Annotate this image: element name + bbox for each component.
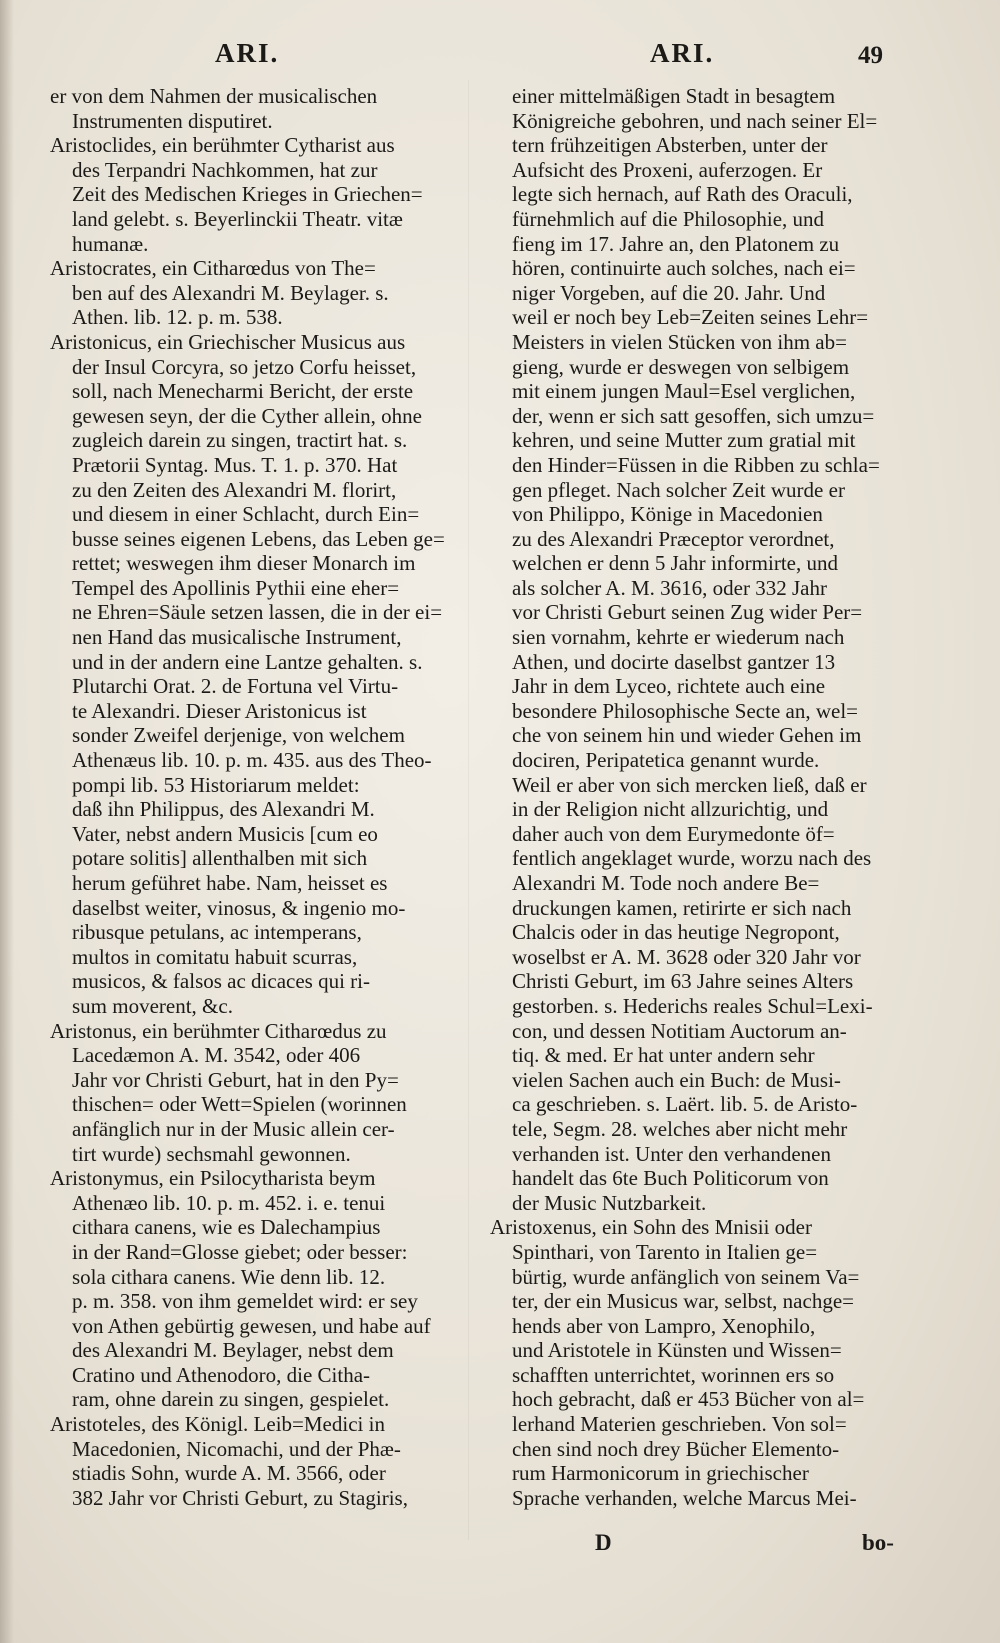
text-line: Athenæo lib. 10. p. m. 452. i. e. tenui bbox=[72, 1190, 386, 1215]
text-line: Jahr vor Christi Geburt, hat in den Py= bbox=[72, 1067, 399, 1092]
text-line: bürtig, wurde anfänglich von seinem Va= bbox=[512, 1264, 860, 1289]
page-number: 49 bbox=[858, 42, 883, 69]
text-line: multos in comitatu habuit scurras, bbox=[72, 944, 358, 969]
text-line: und Aristotele in Künsten und Wissen= bbox=[512, 1338, 842, 1363]
signature-mark: D bbox=[595, 1530, 612, 1555]
text-line: kehren, und seine Mutter zum gratial mit bbox=[512, 428, 856, 453]
text-line: Vater, nebst andern Musicis [cum eo bbox=[72, 821, 378, 846]
text-line: potare solitis] allenthalben mit sich bbox=[72, 846, 368, 871]
text-line: busse seines eigenen Lebens, das Leben ge= bbox=[72, 526, 445, 551]
text-line: ne Ehren=Säule setzen lassen, die in der ei= bbox=[72, 600, 443, 625]
text-line: fürnehmlich auf die Philosophie, und bbox=[512, 206, 825, 231]
text-line: Aristonymus, ein Psilocytharista beym bbox=[50, 1166, 376, 1191]
text-line: zugleich darein zu singen, tractirt hat. s. bbox=[72, 428, 408, 453]
text-line: zu des Alexandri Præceptor verordnet, bbox=[512, 526, 835, 551]
text-line: verhanden ist. Unter den verhandenen bbox=[512, 1141, 831, 1166]
text-line: sien vornahm, kehrte er wiederum nach bbox=[512, 625, 845, 650]
text-line: Zeit des Medischen Krieges in Griechen= bbox=[72, 182, 423, 207]
text-line: lerhand Materien geschrieben. Von sol= bbox=[512, 1412, 847, 1437]
text-line: Jahr in dem Lyceo, richtete auch eine bbox=[512, 674, 826, 699]
text-line: vielen Sachen auch ein Buch: de Musi- bbox=[512, 1067, 841, 1092]
text-line: niger Vorgeben, auf die 20. Jahr. Und bbox=[512, 280, 826, 305]
text-line: zu den Zeiten des Alexandri M. florirt, bbox=[72, 477, 397, 502]
text-line: Chalcis oder in das heutige Negropont, bbox=[512, 920, 840, 945]
text-line: druckungen kamen, retirirte er sich nach bbox=[512, 895, 852, 920]
text-line: ribusque petulans, ac intemperans, bbox=[72, 920, 362, 945]
text-line: 382 Jahr vor Christi Geburt, zu Stagiris, bbox=[72, 1485, 408, 1510]
catchword: bo- bbox=[862, 1530, 894, 1555]
text-line: p. m. 358. von ihm gemeldet wird: er sey bbox=[72, 1289, 418, 1314]
text-line: er von dem Nahmen der musicalischen bbox=[50, 84, 378, 108]
text-line: rum Harmonicorum in griechischer bbox=[512, 1461, 809, 1486]
text-line: gestorben. s. Hederichs reales Schul=Lexi- bbox=[512, 993, 873, 1018]
text-line: Aristonicus, ein Griechischer Musicus aus bbox=[50, 329, 406, 354]
text-line: den Hinder=Füssen in die Ribben zu schla= bbox=[512, 452, 880, 477]
text-line: Cratino und Athenodoro, die Citha- bbox=[72, 1362, 371, 1387]
text-line: Aristoteles, des Königl. Leib=Medici in bbox=[50, 1412, 385, 1437]
text-line: daher auch von dem Eurymedonte öf= bbox=[512, 821, 835, 846]
text-line: gen pfleget. Nach solcher Zeit wurde er bbox=[512, 477, 845, 502]
text-line: hören, continuirte auch solches, nach ei= bbox=[512, 256, 856, 281]
text-line: land gelebt. s. Beyerlinckii Theatr. vitæ bbox=[72, 206, 403, 231]
text-line: Tempel des Apollinis Pythii eine eher= bbox=[72, 575, 400, 600]
text-line: von Athen gebürtig gewesen, und habe auf bbox=[72, 1313, 431, 1338]
text-line: Instrumenten disputiret. bbox=[72, 108, 273, 133]
text-line: rettet; weswegen ihm dieser Monarch im bbox=[72, 551, 416, 576]
text-line: chen sind noch drey Bücher Elemento- bbox=[512, 1436, 840, 1461]
text-line: Meisters in vielen Stücken von ihm ab= bbox=[512, 329, 847, 354]
text-line: des Terpandri Nachkommen, hat zur bbox=[72, 157, 378, 182]
text-line: che von seinem hin und wieder Gehen im bbox=[512, 723, 862, 748]
text-line: vor Christi Geburt seinen Zug wider Per= bbox=[512, 600, 863, 625]
text-line: und diesem in einer Schlacht, durch Ein= bbox=[72, 502, 420, 527]
text-line: gewesen seyn, der die Cyther allein, ohne bbox=[72, 403, 422, 428]
text-line: te Alexandri. Dieser Aristonicus ist bbox=[72, 698, 367, 723]
text-line: fieng im 17. Jahre an, den Platonem zu bbox=[512, 231, 840, 256]
column-gutter bbox=[468, 80, 469, 1540]
text-line: humanæ. bbox=[72, 231, 149, 256]
text-line: hends aber von Lampro, Xenophilo, bbox=[512, 1313, 816, 1338]
text-line: der Music Nutzbarkeit. bbox=[512, 1190, 707, 1215]
text-line: daselbst weiter, vinosus, & ingenio mo- bbox=[72, 895, 406, 920]
text-line: daß ihn Philippus, des Alexandri M. bbox=[72, 797, 375, 822]
text-line: Sprache verhanden, welche Marcus Mei- bbox=[512, 1485, 857, 1510]
text-line: sola cithara canens. Wie denn lib. 12. bbox=[72, 1264, 386, 1289]
text-line: der, wenn er sich satt gesoffen, sich umzu= bbox=[512, 403, 875, 428]
text-line: sum moverent, &c. bbox=[72, 993, 233, 1018]
text-line: Aristocrates, ein Citharœdus von The= bbox=[50, 256, 376, 281]
text-line: Lacedæmon A. M. 3542, oder 406 bbox=[72, 1043, 361, 1068]
text-line: von Philippo, Könige in Macedonien bbox=[512, 502, 823, 527]
text-line: woselbst er A. M. 3628 oder 320 Jahr vor bbox=[512, 944, 861, 969]
text-line: weil er noch bey Leb=Zeiten seines Lehr= bbox=[512, 305, 869, 330]
text-line: Aufsicht des Proxeni, auferzogen. Er bbox=[512, 157, 823, 182]
left-column bbox=[50, 84, 460, 1510]
text-line: Plutarchi Orat. 2. de Fortuna vel Virtu- bbox=[72, 674, 399, 699]
text-line: dociren, Peripatetica genannt wurde. bbox=[512, 748, 820, 773]
text-line: ca geschrieben. s. Laërt. lib. 5. de Aristo- bbox=[512, 1092, 858, 1117]
text-line: in der Religion nicht allzurichtig, und bbox=[512, 797, 829, 822]
text-line: herum geführet habe. Nam, heisset es bbox=[72, 871, 388, 895]
right-column bbox=[490, 84, 910, 1510]
text-line: als solcher A. M. 3616, oder 332 Jahr bbox=[512, 575, 827, 600]
text-line: Aristoxenus, ein Sohn des Mnisii oder bbox=[490, 1215, 812, 1240]
text-line: tiq. & med. Er hat unter andern sehr bbox=[512, 1043, 815, 1068]
header-left: ARI. bbox=[215, 38, 280, 68]
text-line: Aristoclides, ein berühmter Cytharist aus bbox=[50, 133, 395, 158]
text-line: welchen er denn 5 Jahr informirte, und bbox=[512, 551, 838, 576]
text-line: einer mittelmäßigen Stadt in besagtem bbox=[512, 84, 836, 108]
text-line: des Alexandri M. Beylager, nebst dem bbox=[72, 1338, 394, 1363]
text-line: gieng, wurde er deswegen von selbigem bbox=[512, 354, 850, 379]
text-line: tele, Segm. 28. welches aber nicht mehr bbox=[512, 1116, 848, 1141]
text-line: tern frühzeitigen Absterben, unter der bbox=[512, 133, 828, 158]
text-line: anfänglich nur in der Music allein cer- bbox=[72, 1116, 395, 1141]
text-line: Prætorii Syntag. Mus. T. 1. p. 370. Hat bbox=[72, 452, 398, 477]
text-line: legte sich hernach, auf Rath des Oraculi, bbox=[512, 182, 853, 207]
text-line: Weil er aber von sich mercken ließ, daß er bbox=[512, 772, 867, 797]
text-line: pompi lib. 53 Historiarum meldet: bbox=[72, 772, 360, 797]
page-footer bbox=[0, 1530, 1000, 1560]
text-line: tirt wurde) sechsmahl gewonnen. bbox=[72, 1141, 351, 1166]
text-line: Spinthari, von Tarento in Italien ge= bbox=[512, 1239, 818, 1264]
text-line: Königreiche gebohren, und nach seiner El= bbox=[512, 108, 878, 133]
text-line: mit einem jungen Maul=Esel verglichen, bbox=[512, 379, 856, 404]
text-line: in der Rand=Glosse giebet; oder besser: bbox=[72, 1239, 408, 1264]
text-line: Alexandri M. Tode noch andere Be= bbox=[512, 871, 820, 895]
text-line: stiadis Sohn, wurde A. M. 3566, oder bbox=[72, 1461, 386, 1486]
text-line: besondere Philosophische Secte an, wel= bbox=[512, 698, 859, 723]
text-line: hoch gebracht, daß er 453 Bücher von al= bbox=[512, 1387, 865, 1412]
text-line: sonder Zweifel derjenige, von welchem bbox=[72, 723, 405, 748]
text-line: Athen, und docirte daselbst gantzer 13 bbox=[512, 649, 836, 674]
text-line: der Insul Corcyra, so jetzo Corfu heisset, bbox=[72, 354, 417, 379]
text-line: nen Hand das musicalische Instrument, bbox=[72, 625, 402, 650]
text-line: soll, nach Menecharmi Bericht, der erste bbox=[72, 379, 414, 404]
text-line: ram, ohne darein zu singen, gespielet. bbox=[72, 1387, 390, 1412]
text-line: Aristonus, ein berühmter Citharœdus zu bbox=[50, 1018, 387, 1043]
text-line: ter, der ein Musicus war, selbst, nachge= bbox=[512, 1289, 854, 1314]
running-header bbox=[0, 38, 1000, 84]
text-line: handelt das 6te Buch Politicorum von bbox=[512, 1166, 829, 1191]
text-line: schafften unterrichtet, worinnen ers so bbox=[512, 1362, 835, 1387]
text-line: Athen. lib. 12. p. m. 538. bbox=[72, 305, 283, 330]
page-edge-shadow bbox=[0, 0, 14, 1643]
text-line: Macedonien, Nicomachi, und der Phæ- bbox=[72, 1436, 401, 1461]
header-right: ARI. bbox=[650, 38, 715, 68]
text-line: Athenæus lib. 10. p. m. 435. aus des Theo- bbox=[72, 748, 432, 773]
text-line: musicos, & falsos ac dicaces qui ri- bbox=[72, 969, 370, 994]
text-line: fentlich angeklaget wurde, worzu nach des bbox=[512, 846, 872, 871]
text-line: und in der andern eine Lantze gehalten. s. bbox=[72, 649, 423, 674]
text-line: cithara canens, wie es Dalechampius bbox=[72, 1215, 381, 1240]
text-line: ben auf des Alexandri M. Beylager. s. bbox=[72, 280, 389, 305]
text-line: con, und dessen Notitiam Auctorum an- bbox=[512, 1018, 847, 1043]
text-line: Christi Geburt, im 63 Jahre seines Alters bbox=[512, 969, 854, 994]
text-line: thischen= oder Wett=Spielen (worinnen bbox=[72, 1092, 407, 1117]
